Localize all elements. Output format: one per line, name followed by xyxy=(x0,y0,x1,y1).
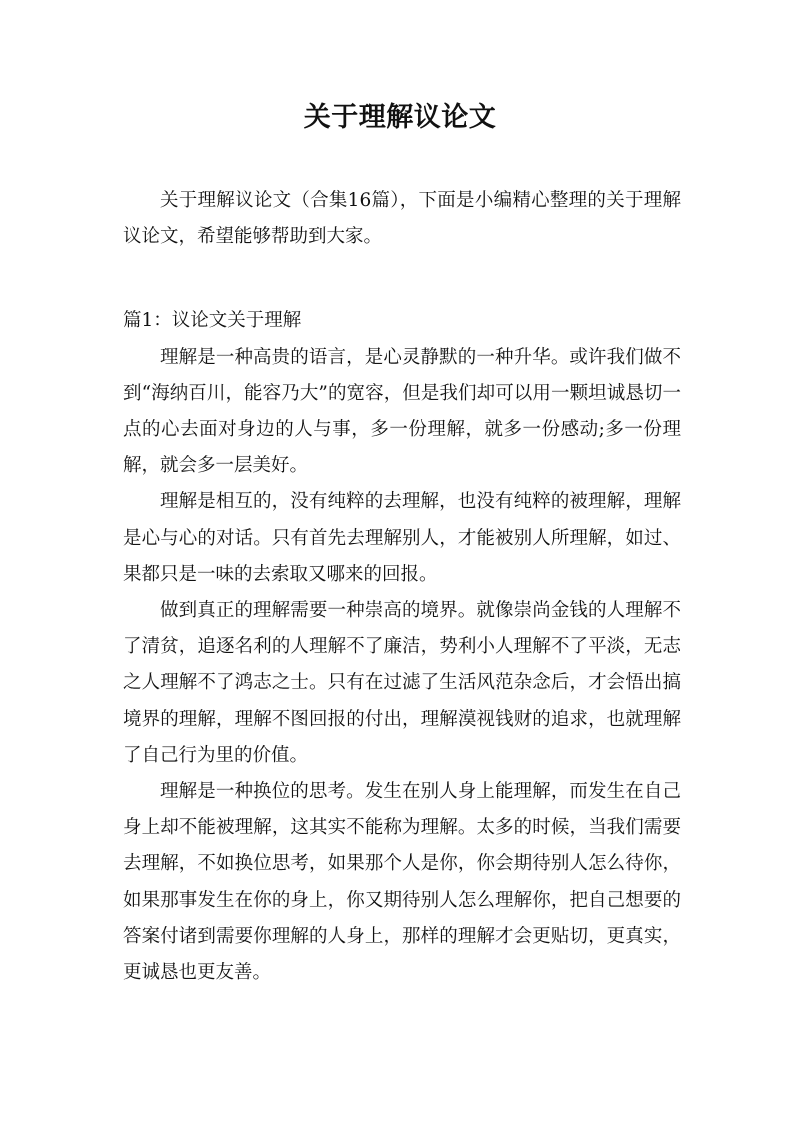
section-spacer xyxy=(123,255,681,303)
section-heading: 篇1：议论文关于理解 xyxy=(123,310,302,332)
body-paragraph-3: 做到真正的理解需要一种崇高的境界。就像崇尚金钱的人理解不了清贫，追逐名利的人理解不了廉洁，势利小人理解不了平淡，无志之人理解不了鸿志之士。只有在过滤了生活风范杂念后，才会悟出搞境界的理解，理解不图回报的付出，理解漠视钱财的追求，也就理解了自己行为里的价值。 xyxy=(123,600,681,766)
body-paragraph-4: 理解是一种换位的思考。发生在别人身上能理解，而发生在自己身上却不能被理解，这其实不能称为理解。太多的时候，当我们需要去理解，不如换位思考，如果那个人是你，你会期待别人怎么待你，如果那事发生在你的身上，你又期待别人怎么理解你，把自己想要的答案付诸到需要你理解的人身上，那样的理解才会更贴切，更真实，更诚恳也更友善。 xyxy=(123,781,681,984)
intro-paragraph: 关于理解议论文（合集16篇），下面是小编精心整理的关于理解议论文，希望能够帮助到大家。 xyxy=(123,190,681,248)
document-title: 关于理解议论文 xyxy=(303,102,497,133)
section-1 xyxy=(123,303,681,991)
body-paragraph-2: 理解是相互的，没有纯粹的去理解，也没有纯粹的被理解，理解是心与心的对话。只有首先去理解别人，才能被别人所理解，如过、果都只是一味的去索取又哪来的回报。 xyxy=(123,491,681,585)
body-paragraph-1: 理解是一种高贵的语言，是心灵静默的一种升华。或许我们做不到“海纳百川，能容乃大”的宽容，但是我们却可以用一颗坦诚恳切一点的心去面对身边的人与事，多一份理解，就多一份感动;多一份理解，就会多一层美好。 xyxy=(123,346,681,477)
document-body xyxy=(123,183,681,991)
